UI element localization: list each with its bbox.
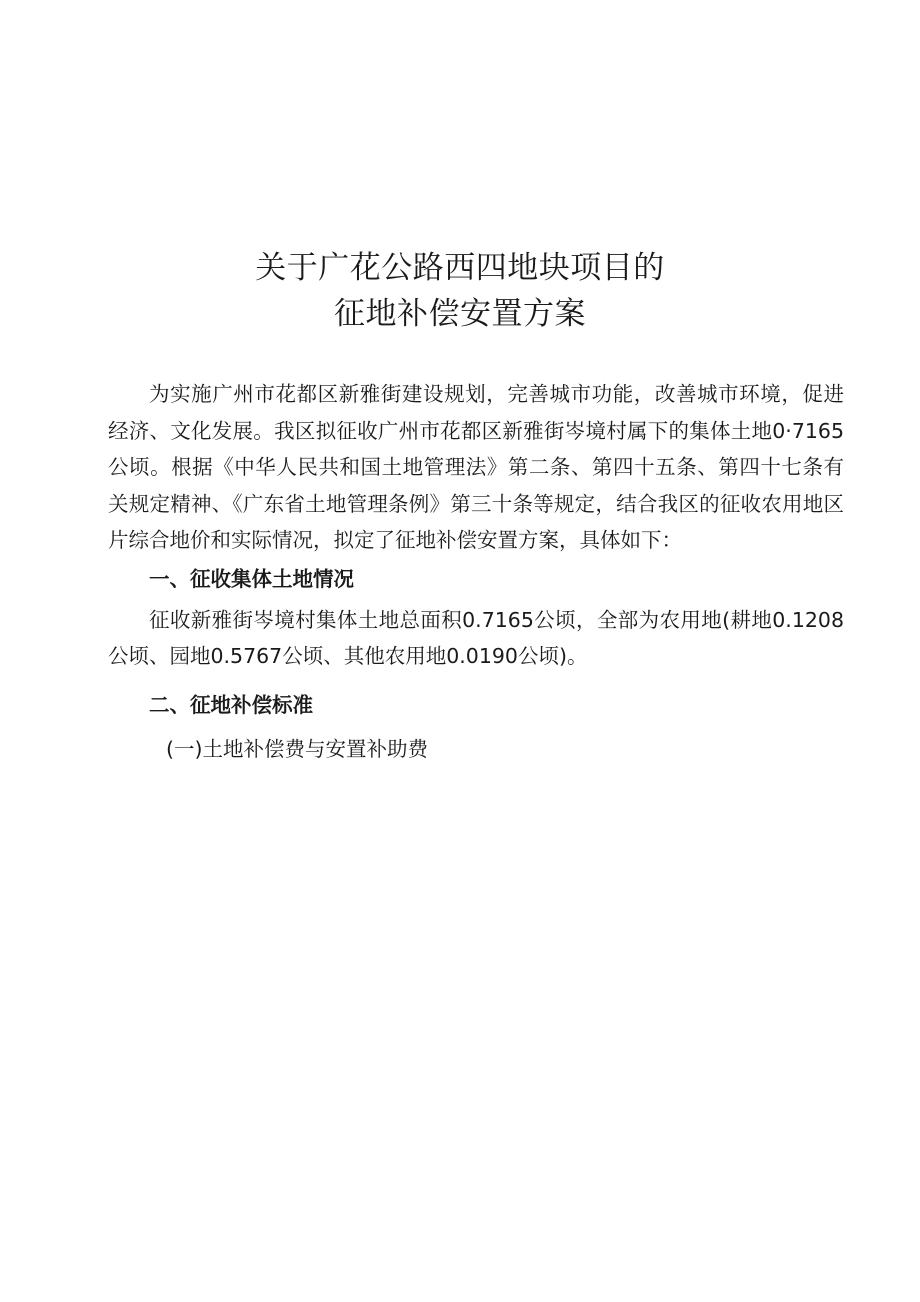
- document-title-line-1: 关于广花公路西四地块项目的: [255, 250, 665, 286]
- section-2-subheading-1: (一)土地补偿费与安置补助费: [166, 737, 428, 762]
- document-body: [108, 376, 844, 768]
- section-2-heading: 二、征地补偿标准: [149, 692, 313, 717]
- section-1-heading: 一、征收集体土地情况: [149, 566, 354, 591]
- section-1-paragraph: 征收新雅街岑境村集体土地总面积0.7165公顷，全部为农用地(耕地0.1208公顷、园地0.5767公顷、其他农用地0.0190公顷)。: [108, 607, 844, 669]
- intro-paragraph: 为实施广州市花都区新雅街建设规划，完善城市功能，改善城市环境，促进经济、文化发展。我区拟征收广州市花都区新雅街岑境村属下的集体土地0·7165公顷。根据《中华人民共和国土地管理法》第二条、第四十五条、第四十七条有关规定精神、《广东省土地管理条例》第三十条等规定，结合我区的征收农用地区片综合地价和实际情况，拟定了征地补偿安置方案，具体如下：: [108, 382, 844, 553]
- document-title-line-2: 征地补偿安置方案: [334, 296, 586, 332]
